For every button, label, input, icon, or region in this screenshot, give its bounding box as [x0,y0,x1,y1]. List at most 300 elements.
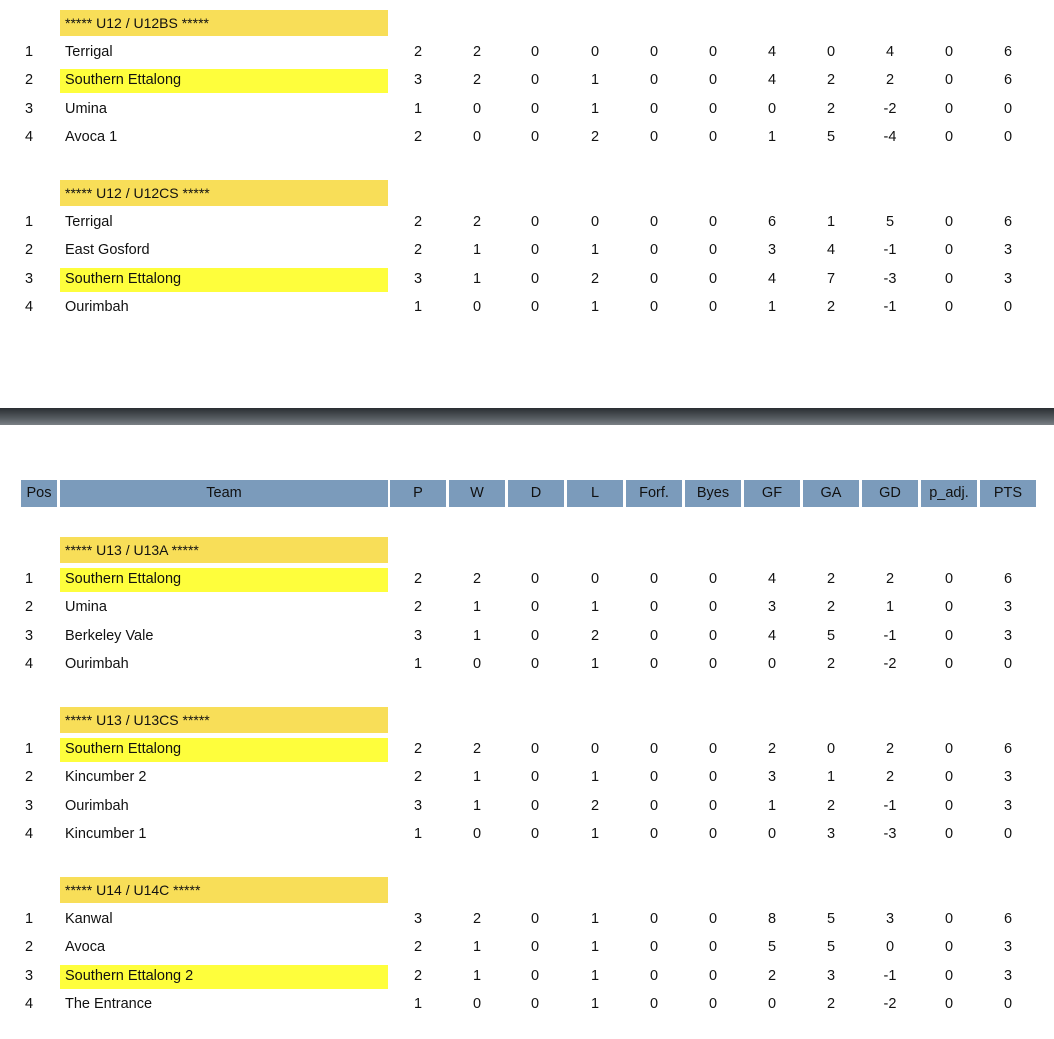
cell-gd: -1 [883,967,897,984]
cell-forf: 0 [649,627,659,644]
table-row [0,123,1054,151]
cell-p-adj: 0 [944,769,954,786]
cell-l: 0 [590,571,600,587]
team-name: Kincumber 1 [65,826,147,843]
cell-gf: 4 [767,571,777,587]
cell-w: 1 [472,242,482,259]
cell-gd: -1 [883,242,897,259]
cell-forf: 0 [649,741,659,757]
cell-gd: 2 [885,741,895,757]
cell-p-adj: 0 [944,967,954,984]
table-row [0,38,1054,66]
cell-pts: 6 [1003,911,1013,927]
team-name: Umina [65,599,107,616]
cell-p: 2 [413,242,423,259]
team-name: Southern Ettalong 2 [65,967,194,984]
cell-p: 2 [413,769,423,786]
cell-gd: 1 [885,599,895,616]
division-title-row [0,180,1054,206]
cell-gf: 4 [767,270,777,287]
row-position: 3 [25,627,34,644]
cell-d: 0 [530,299,540,316]
cell-ga: 5 [826,129,836,146]
cell-gd: -2 [883,100,897,117]
cell-p-adj: 0 [944,996,954,1013]
cell-byes: 0 [708,129,718,146]
cell-gd: 2 [885,72,895,89]
division-group [0,10,1054,152]
row-position: 4 [25,996,34,1013]
team-name: Kanwal [65,911,113,927]
division-title-row [0,877,1054,903]
cell-ga: 5 [826,911,836,927]
cell-forf: 0 [649,270,659,287]
cell-w: 0 [472,826,482,843]
cell-gf: 1 [767,797,777,814]
cell-gf: 4 [767,627,777,644]
division-group [0,537,1054,679]
cell-d: 0 [530,656,540,673]
cell-gf: 6 [767,214,777,230]
cell-p: 1 [413,299,423,316]
cell-w: 1 [472,627,482,644]
row-position: 1 [25,214,34,230]
row-position: 4 [25,826,34,843]
row-position: 4 [25,299,34,316]
row-position: 3 [25,967,34,984]
team-name: Umina [65,100,107,117]
header-ga: GA [803,480,859,507]
cell-pts: 0 [1003,100,1013,117]
cell-ga: 0 [826,741,836,757]
header-p: P [390,480,446,507]
team-name: Avoca 1 [65,129,118,146]
cell-p-adj: 0 [944,939,954,956]
cell-forf: 0 [649,242,659,259]
table-row [0,990,1054,1018]
cell-l: 0 [590,44,600,60]
cell-pts: 0 [1003,129,1013,146]
cell-pts: 3 [1003,242,1013,259]
cell-gd: -2 [883,996,897,1013]
cell-pts: 3 [1003,939,1013,956]
team-name: Berkeley Vale [65,627,154,644]
cell-l: 2 [590,270,600,287]
cell-p: 2 [413,939,423,956]
cell-l: 2 [590,129,600,146]
division-group [0,707,1054,849]
cell-gf: 0 [767,996,777,1013]
row-position: 3 [25,270,34,287]
cell-l: 1 [590,967,600,984]
division-title-row [0,537,1054,563]
cell-p-adj: 0 [944,627,954,644]
cell-p: 2 [413,44,423,60]
division-title: ***** U13 / U13A ***** [60,537,388,563]
header-d: D [508,480,564,507]
cell-byes: 0 [708,627,718,644]
cell-d: 0 [530,44,540,60]
header-forf: Forf. [626,480,682,507]
cell-w: 2 [472,911,482,927]
cell-byes: 0 [708,599,718,616]
cell-pts: 3 [1003,797,1013,814]
cell-pts: 6 [1003,741,1013,757]
table-row [0,66,1054,94]
cell-p-adj: 0 [944,826,954,843]
cell-d: 0 [530,129,540,146]
cell-ga: 5 [826,939,836,956]
team-name: Southern Ettalong [65,741,182,757]
team-name: Ourimbah [65,299,129,316]
cell-w: 1 [472,967,482,984]
table-row [0,650,1054,678]
cell-forf: 0 [649,129,659,146]
cell-forf: 0 [649,939,659,956]
table-row [0,962,1054,990]
cell-ga: 1 [826,214,836,230]
cell-w: 0 [472,656,482,673]
cell-ga: 3 [826,826,836,843]
cell-p: 3 [413,270,423,287]
cell-byes: 0 [708,797,718,814]
cell-ga: 2 [826,656,836,673]
cell-pts: 3 [1003,769,1013,786]
cell-p: 2 [413,599,423,616]
division-group [0,180,1054,322]
cell-byes: 0 [708,44,718,60]
cell-ga: 4 [826,242,836,259]
cell-w: 2 [472,571,482,587]
table-row [0,236,1054,264]
row-position: 3 [25,797,34,814]
cell-l: 1 [590,100,600,117]
cell-byes: 0 [708,656,718,673]
cell-p: 2 [413,571,423,587]
cell-l: 1 [590,769,600,786]
cell-p-adj: 0 [944,214,954,230]
team-name: The Entrance [65,996,153,1013]
cell-l: 1 [590,72,600,89]
cell-gd: -3 [883,270,897,287]
table-row [0,792,1054,820]
cell-p-adj: 0 [944,72,954,89]
cell-forf: 0 [649,100,659,117]
cell-p: 3 [413,797,423,814]
cell-d: 0 [530,911,540,927]
cell-w: 1 [472,797,482,814]
cell-w: 1 [472,270,482,287]
cell-w: 0 [472,996,482,1013]
row-position: 2 [25,769,34,786]
row-position: 2 [25,242,34,259]
cell-byes: 0 [708,214,718,230]
cell-w: 2 [472,214,482,230]
cell-gd: -3 [883,826,897,843]
header-byes: Byes [685,480,741,507]
cell-gf: 0 [767,656,777,673]
cell-ga: 2 [826,599,836,616]
cell-l: 1 [590,996,600,1013]
cell-gf: 0 [767,100,777,117]
cell-p: 2 [413,214,423,230]
cell-p-adj: 0 [944,599,954,616]
row-position: 4 [25,129,34,146]
cell-p: 3 [413,911,423,927]
cell-ga: 7 [826,270,836,287]
cell-d: 0 [530,270,540,287]
cell-gf: 3 [767,242,777,259]
cell-l: 1 [590,911,600,927]
cell-w: 2 [472,44,482,60]
cell-w: 0 [472,100,482,117]
cell-gd: -1 [883,299,897,316]
cell-pts: 3 [1003,599,1013,616]
cell-forf: 0 [649,967,659,984]
cell-byes: 0 [708,741,718,757]
table-header [0,480,1054,507]
cell-forf: 0 [649,72,659,89]
cell-l: 0 [590,214,600,230]
team-name: Ourimbah [65,656,129,673]
cell-p-adj: 0 [944,100,954,117]
cell-gf: 1 [767,299,777,316]
cell-byes: 0 [708,967,718,984]
cell-forf: 0 [649,911,659,927]
cell-d: 0 [530,741,540,757]
team-name: Avoca [65,939,106,956]
cell-w: 1 [472,769,482,786]
cell-d: 0 [530,939,540,956]
cell-d: 0 [530,599,540,616]
cell-w: 2 [472,741,482,757]
cell-byes: 0 [708,299,718,316]
cell-p-adj: 0 [944,741,954,757]
table-row [0,265,1054,293]
cell-gd: 4 [885,44,895,60]
cell-ga: 3 [826,967,836,984]
division-title: ***** U13 / U13CS ***** [60,707,388,733]
cell-l: 0 [590,741,600,757]
cell-d: 0 [530,797,540,814]
cell-gf: 3 [767,599,777,616]
cell-gf: 4 [767,44,777,60]
cell-pts: 3 [1003,627,1013,644]
cell-d: 0 [530,571,540,587]
cell-pts: 6 [1003,214,1013,230]
cell-ga: 5 [826,627,836,644]
table-row [0,933,1054,961]
cell-d: 0 [530,967,540,984]
division-title: ***** U14 / U14C ***** [60,877,388,903]
table-row [0,622,1054,650]
cell-d: 0 [530,769,540,786]
header-l: L [567,480,623,507]
cell-d: 0 [530,214,540,230]
cell-ga: 1 [826,769,836,786]
cell-d: 0 [530,72,540,89]
cell-forf: 0 [649,571,659,587]
header-gd: GD [862,480,918,507]
cell-byes: 0 [708,826,718,843]
cell-forf: 0 [649,214,659,230]
cell-p: 2 [413,129,423,146]
cell-gf: 8 [767,911,777,927]
cell-p: 1 [413,826,423,843]
team-name: Southern Ettalong [65,571,182,587]
cell-p-adj: 0 [944,911,954,927]
row-position: 1 [25,571,34,587]
cell-gf: 1 [767,129,777,146]
cell-l: 1 [590,939,600,956]
division-title-row [0,10,1054,36]
cell-d: 0 [530,242,540,259]
cell-w: 1 [472,599,482,616]
cell-byes: 0 [708,270,718,287]
cell-p-adj: 0 [944,270,954,287]
cell-forf: 0 [649,769,659,786]
row-position: 3 [25,100,34,117]
header-p-adj: p_adj. [921,480,977,507]
row-position: 1 [25,44,34,60]
cell-l: 1 [590,656,600,673]
cell-ga: 2 [826,571,836,587]
cell-ga: 2 [826,72,836,89]
row-position: 2 [25,599,34,616]
team-name: Terrigal [65,214,113,230]
cell-l: 2 [590,627,600,644]
division-title-row [0,707,1054,733]
cell-d: 0 [530,100,540,117]
cell-ga: 0 [826,44,836,60]
row-position: 1 [25,741,34,757]
cell-w: 0 [472,299,482,316]
cell-p: 2 [413,741,423,757]
cell-byes: 0 [708,242,718,259]
cell-gf: 2 [767,967,777,984]
cell-gf: 2 [767,741,777,757]
cell-p: 3 [413,627,423,644]
cell-byes: 0 [708,911,718,927]
cell-pts: 0 [1003,996,1013,1013]
cell-pts: 3 [1003,270,1013,287]
header-pts: PTS [980,480,1036,507]
cell-ga: 2 [826,996,836,1013]
cell-p-adj: 0 [944,656,954,673]
cell-pts: 3 [1003,967,1013,984]
cell-byes: 0 [708,100,718,117]
team-name: Ourimbah [65,797,129,814]
table-row [0,763,1054,791]
row-position: 2 [25,72,34,89]
cell-l: 1 [590,599,600,616]
table-row [0,905,1054,933]
cell-gd: 3 [885,911,895,927]
header-team: Team [60,480,388,507]
cell-gd: -2 [883,656,897,673]
team-name: Southern Ettalong [65,72,182,89]
division-group [0,877,1054,1019]
cell-p-adj: 0 [944,299,954,316]
cell-byes: 0 [708,571,718,587]
row-position: 4 [25,656,34,673]
cell-l: 2 [590,797,600,814]
cell-p-adj: 0 [944,44,954,60]
header-pos: Pos [21,480,57,507]
cell-w: 2 [472,72,482,89]
table-row [0,208,1054,236]
cell-gd: 2 [885,769,895,786]
header-w: W [449,480,505,507]
cell-gd: -1 [883,797,897,814]
cell-l: 1 [590,242,600,259]
cell-byes: 0 [708,72,718,89]
table-row [0,820,1054,848]
cell-p: 2 [413,967,423,984]
row-position: 2 [25,939,34,956]
page-divider [0,408,1054,425]
cell-forf: 0 [649,656,659,673]
cell-pts: 0 [1003,299,1013,316]
table-row [0,735,1054,763]
cell-byes: 0 [708,769,718,786]
cell-p-adj: 0 [944,797,954,814]
team-name: East Gosford [65,242,150,259]
cell-gf: 3 [767,769,777,786]
cell-p-adj: 0 [944,242,954,259]
cell-p: 3 [413,72,423,89]
cell-l: 1 [590,826,600,843]
cell-pts: 6 [1003,72,1013,89]
cell-gd: -4 [883,129,897,146]
cell-w: 1 [472,939,482,956]
table-row [0,565,1054,593]
cell-gf: 0 [767,826,777,843]
team-name: Kincumber 2 [65,769,147,786]
cell-byes: 0 [708,939,718,956]
cell-forf: 0 [649,826,659,843]
table-row [0,593,1054,621]
cell-forf: 0 [649,797,659,814]
row-position: 1 [25,911,34,927]
cell-p-adj: 0 [944,129,954,146]
cell-p-adj: 0 [944,571,954,587]
cell-gf: 4 [767,72,777,89]
cell-byes: 0 [708,996,718,1013]
cell-gd: -1 [883,627,897,644]
table-row [0,293,1054,321]
cell-pts: 6 [1003,44,1013,60]
cell-pts: 6 [1003,571,1013,587]
cell-p: 1 [413,656,423,673]
team-name: Southern Ettalong [65,270,182,287]
division-title: ***** U12 / U12CS ***** [60,180,388,206]
cell-d: 0 [530,996,540,1013]
cell-forf: 0 [649,599,659,616]
cell-l: 1 [590,299,600,316]
cell-p: 1 [413,996,423,1013]
team-name: Terrigal [65,44,113,60]
table-row [0,95,1054,123]
cell-pts: 0 [1003,826,1013,843]
division-title: ***** U12 / U12BS ***** [60,10,388,36]
cell-gd: 5 [885,214,895,230]
cell-forf: 0 [649,996,659,1013]
cell-w: 0 [472,129,482,146]
header-gf: GF [744,480,800,507]
cell-ga: 2 [826,299,836,316]
cell-p: 1 [413,100,423,117]
